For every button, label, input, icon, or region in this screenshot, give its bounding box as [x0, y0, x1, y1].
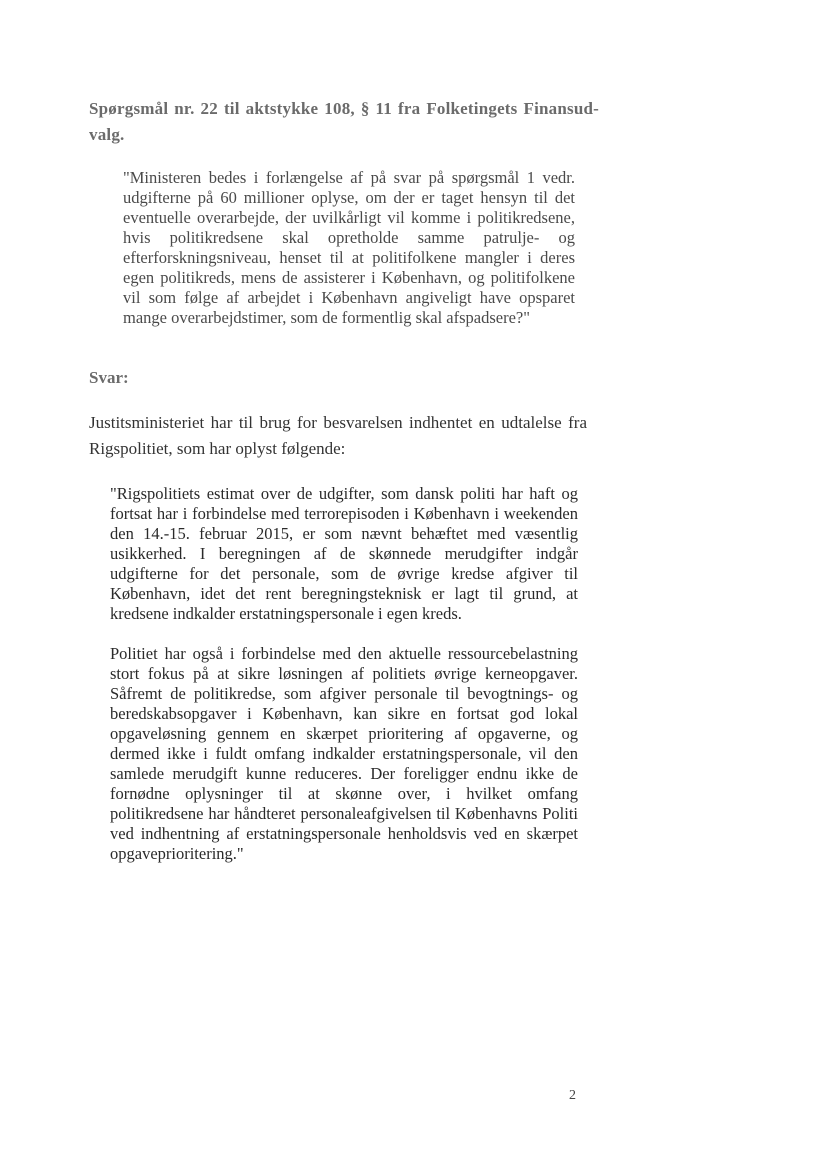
question-quote: "Ministeren bedes i forlængelse af på svar på spørgsmål 1 vedr. udgifterne på 60 millioner oplyse, om der er taget hensyn til det eventuelle overarbejde, der uvilkårligt vil komme i politikredsene, hvis politikredsene skal opretholde samme patrulje- og efterforskningsniveau, henset til at politifolkene mangler i deres egen politikreds, mens de assisterer i København, og politifolkene vil som følge af arbejdet i København angiveligt have opsparet mange overarbejdstimer, som de formentlig skal afspadsere?": [123, 168, 575, 327]
answer-label: Svar:: [89, 368, 129, 387]
quote-paragraph: Politiet har også i forbindelse med den aktuelle ressourcebelastning stort fokus på at sikre løsningen af politiets øvrige kerneopgaver. Såfremt de politikredse, som afgiver personale til bevogtnings- og beredskabsopgaver i København, kan sikre en fortsat god lokal opgaveløsning gennem en skærpet prioritering af opgaverne, og dermed ikke i fuldt omfang indkalder erstatningspersonale, vil den samlede merudgift kunne reduceres. Der foreligger endnu ikke de fornødne oplysninger til at skønne over, i hvilket omfang politikredsene har håndteret personaleafgivelsen til Københavns Politi ved indhentning af erstatningspersonale henholdsvis ved en skærpet opgaveprioritering.": [110, 644, 578, 863]
rigspolitiet-quote: [110, 484, 578, 884]
quote-paragraph: "Rigspolitiets estimat over de udgifter, som dansk politi har haft og fortsat har i forbindelse med terrorepisoden i København i weekenden den 14.-15. februar 2015, er som nævnt behæftet med væsentlig usikkerhed. I beregningen af de skønnede merudgifter indgår udgifterne for det personale, som de øvrige kredse afgiver til København, idet det rent beregningsteknisk er lagt til grund, at kredsene indkalder erstatningspersonale i egen kreds.: [110, 484, 578, 623]
document-heading: Spørgsmål nr. 22 til aktstykke 108, § 11 fra Folketingets Finansud-valg.: [89, 99, 599, 144]
answer-intro: Justitsministeriet har til brug for besvarelsen indhentet en udtalelse fra Rigspolitiet, som har oplyst følgende:: [89, 413, 587, 458]
page-number: 2: [569, 1088, 576, 1103]
